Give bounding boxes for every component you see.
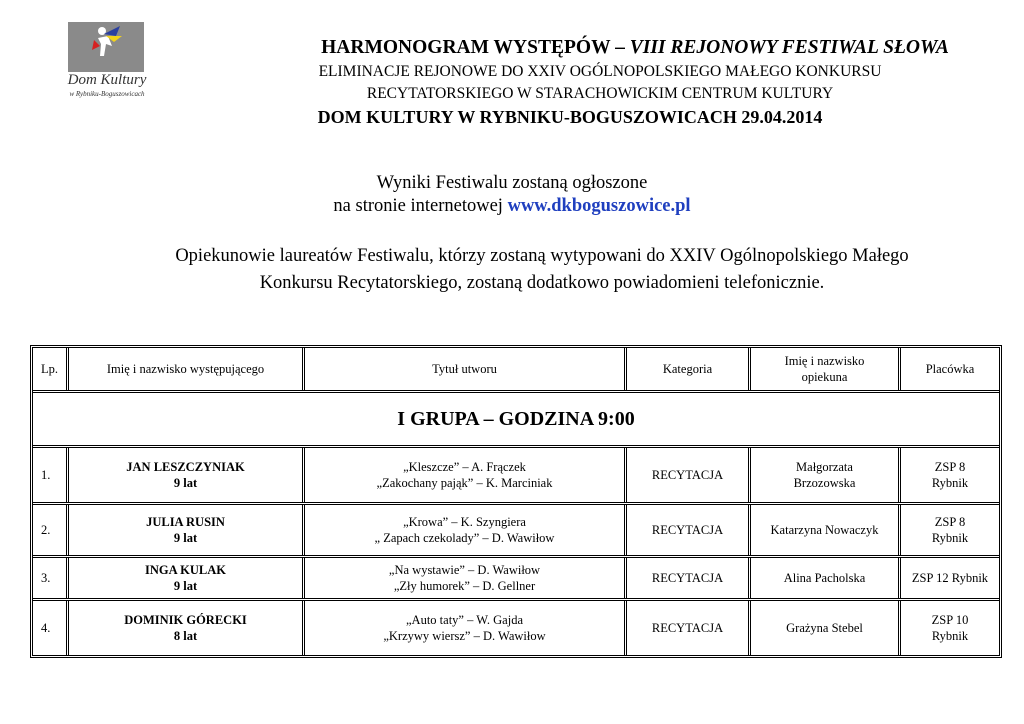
row-guardian (751, 601, 901, 655)
table-header-row (33, 348, 999, 393)
venue-date: DOM KULTURY W RYBNIKU-BOGUSZOWICACH 29.04.2014 (317, 107, 823, 127)
table-row (33, 448, 999, 505)
table-row (33, 505, 999, 558)
place-line-1: ZSP 10 (931, 613, 969, 627)
row-guardian (751, 448, 901, 502)
info-line-4: Konkursu Recytatorskiego, zostaną dodatkowo powiadomieni telefonicznie. (259, 273, 825, 293)
logo-graphic (68, 22, 144, 72)
row-category: RECYTACJA (627, 558, 751, 598)
header-place: Placówka (925, 362, 975, 376)
row-place (901, 558, 999, 598)
performer-age: 8 lat (173, 629, 198, 643)
table-row (33, 601, 999, 655)
website-link[interactable]: www.dkboguszowice.pl (507, 196, 691, 216)
title-1: „Auto taty” – W. Gajda (406, 613, 523, 627)
performer-name: JAN LESZCZYNIAK (126, 460, 245, 474)
row-titles (305, 601, 627, 655)
logo-small-text: w Rybniku-Boguszowicach (69, 90, 145, 98)
place-line-1: ZSP 8 (934, 460, 966, 474)
logo-script-text: Dom Kultury (67, 72, 147, 88)
title-2: „Zły humorek” – D. Gellner (393, 579, 536, 593)
title-1: „Na wystawie” – D. Wawiłow (388, 563, 541, 577)
logo (62, 22, 148, 104)
header-category: Kategoria (627, 348, 751, 390)
title-2: „Krzywy wiersz” – D. Wawiłow (383, 629, 546, 643)
performer-age: 9 lat (173, 531, 198, 545)
row-guardian (751, 505, 901, 555)
subtitle-line-1: ELIMINACJE REJONOWE DO XXIV OGÓLNOPOLSKIEGO MAŁEGO KONKURSU (318, 63, 882, 80)
header-guardian: Imię i nazwisko opiekuna (751, 348, 901, 390)
subtitle-line-2: RECYTATORSKIEGO W STARACHOWICKIM CENTRUM KULTURY (366, 85, 834, 102)
guardian-line-2: Brzozowska (793, 476, 856, 490)
row-lp: 4. (33, 601, 69, 655)
title-2: „ Zapach czekolady” – D. Wawiłow (374, 531, 555, 545)
place-line-2: Rybnik (931, 476, 969, 490)
row-performer (69, 448, 305, 502)
row-titles (305, 448, 627, 502)
row-performer (69, 505, 305, 555)
info-prefix: na stronie internetowej (333, 196, 508, 216)
row-place (901, 448, 999, 502)
row-guardian (751, 558, 901, 598)
guardian-line-1: Katarzyna Nowaczyk (770, 523, 879, 537)
group-heading: I GRUPA – GODZINA 9:00 (33, 393, 999, 448)
title-main: HARMONOGRAM WYSTĘPÓW – (321, 37, 630, 58)
schedule-table (30, 345, 1002, 658)
title-1: „Krowa” – K. Szyngiera (403, 515, 526, 529)
header-name: Imię i nazwisko występującego (69, 348, 305, 390)
performer-age: 9 lat (173, 476, 198, 490)
performer-name: JULIA RUSIN (146, 515, 225, 529)
row-lp: 3. (33, 558, 69, 598)
page-title (220, 37, 1024, 59)
row-category: RECYTACJA (627, 448, 751, 502)
row-category: RECYTACJA (627, 601, 751, 655)
guardian-line-1: Małgorzata (796, 460, 853, 474)
row-category: RECYTACJA (627, 505, 751, 555)
table-row (33, 558, 999, 601)
performer-age: 9 lat (173, 579, 198, 593)
row-performer (69, 558, 305, 598)
info-line-3: Opiekunowie laureatów Festiwalu, którzy zostaną wytypowani do XXIV Ogólnopolskiego Małego (175, 246, 909, 266)
place-line-1: ZSP 8 (934, 515, 966, 529)
row-place (901, 601, 999, 655)
place-line-2: Rybnik (931, 629, 969, 643)
place-line-2: Rybnik (931, 531, 969, 545)
title-1: „Kleszcze” – A. Frączek (403, 460, 526, 474)
row-lp: 1. (33, 448, 69, 502)
title-italic: VIII REJONOWY FESTIWAL SŁOWA (629, 37, 949, 58)
performer-name: DOMINIK GÓRECKI (124, 613, 247, 627)
info-line-1: Wyniki Festiwalu zostaną ogłoszone (376, 173, 648, 193)
row-place (901, 505, 999, 555)
place-line-1: ZSP 12 Rybnik (911, 571, 989, 585)
row-titles (305, 505, 627, 555)
row-performer (69, 601, 305, 655)
guardian-line-1: Alina Pacholska (783, 571, 866, 585)
header-lp: Lp. (33, 348, 69, 390)
row-titles (305, 558, 627, 598)
performer-name: INGA KULAK (145, 563, 226, 577)
title-2: „Zakochany pająk” – K. Marciniak (376, 476, 553, 490)
row-lp: 2. (33, 505, 69, 555)
guardian-line-1: Grażyna Stebel (786, 621, 863, 635)
header-title: Tytuł utworu (305, 348, 627, 390)
info-line-2 (262, 196, 762, 217)
